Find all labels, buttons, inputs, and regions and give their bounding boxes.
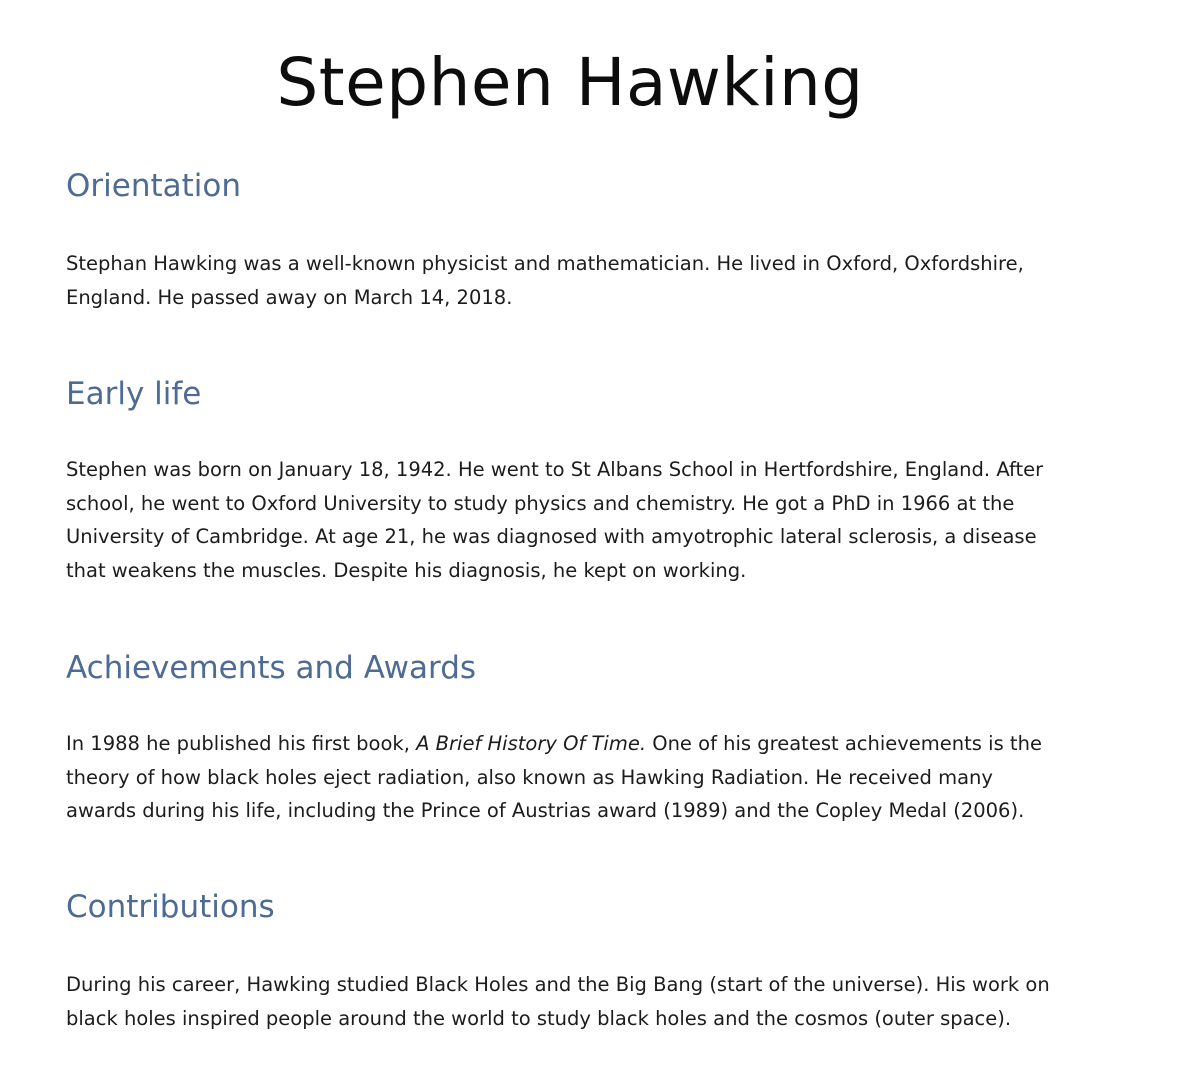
text-line: England. He passed away on March 14, 2018. — [66, 285, 513, 309]
text-line — [66, 727, 1156, 761]
text-line: During his career, Hawking studied Black Holes and the Big Bang (start of the universe). His work on — [66, 973, 1050, 996]
section-body-orientation — [66, 247, 1156, 314]
section-body-contributions — [66, 968, 1156, 1035]
text-line: that weakens the muscles. Despite his diagnosis, he kept on working. — [66, 558, 747, 582]
section-body-achievements-and-awards — [66, 727, 1156, 828]
text-run: One of his greatest achievements is the — [646, 732, 1042, 755]
section-heading-early-life: Early life — [66, 376, 202, 412]
section-heading-achievements-and-awards: Achievements and Awards — [66, 650, 477, 686]
section-body-early-life — [66, 453, 1156, 587]
text-run: In 1988 he published his first book, — [66, 732, 417, 755]
section-heading-orientation: Orientation — [66, 168, 242, 204]
text-line: Stephen was born on January 18, 1942. He went to St Albans School in Hertfordshire, England. After — [66, 458, 1044, 481]
text-line: Stephan Hawking was a well-known physicist and mathematician. He lived in Oxford, Oxfordshire, — [66, 252, 1024, 275]
text-line: awards during his life, including the Prince of Austrias award (1989) and the Copley Medal (2006). — [66, 799, 1025, 822]
section-heading-contributions: Contributions — [66, 889, 275, 925]
book-title: A Brief History Of Time. — [416, 732, 647, 755]
text-line: theory of how black holes eject radiation, also known as Hawking Radiation. He received many — [66, 765, 993, 789]
text-line: school, he went to Oxford University to study physics and chemistry. He got a PhD in 1966 at the — [66, 491, 1015, 515]
text-line: University of Cambridge. At age 21, he was diagnosed with amyotrophic lateral sclerosis, a disease — [66, 525, 1037, 548]
text-line: black holes inspired people around the world to study black holes and the cosmos (outer space). — [66, 1006, 1012, 1030]
document-title: Stephen Hawking — [276, 44, 864, 121]
